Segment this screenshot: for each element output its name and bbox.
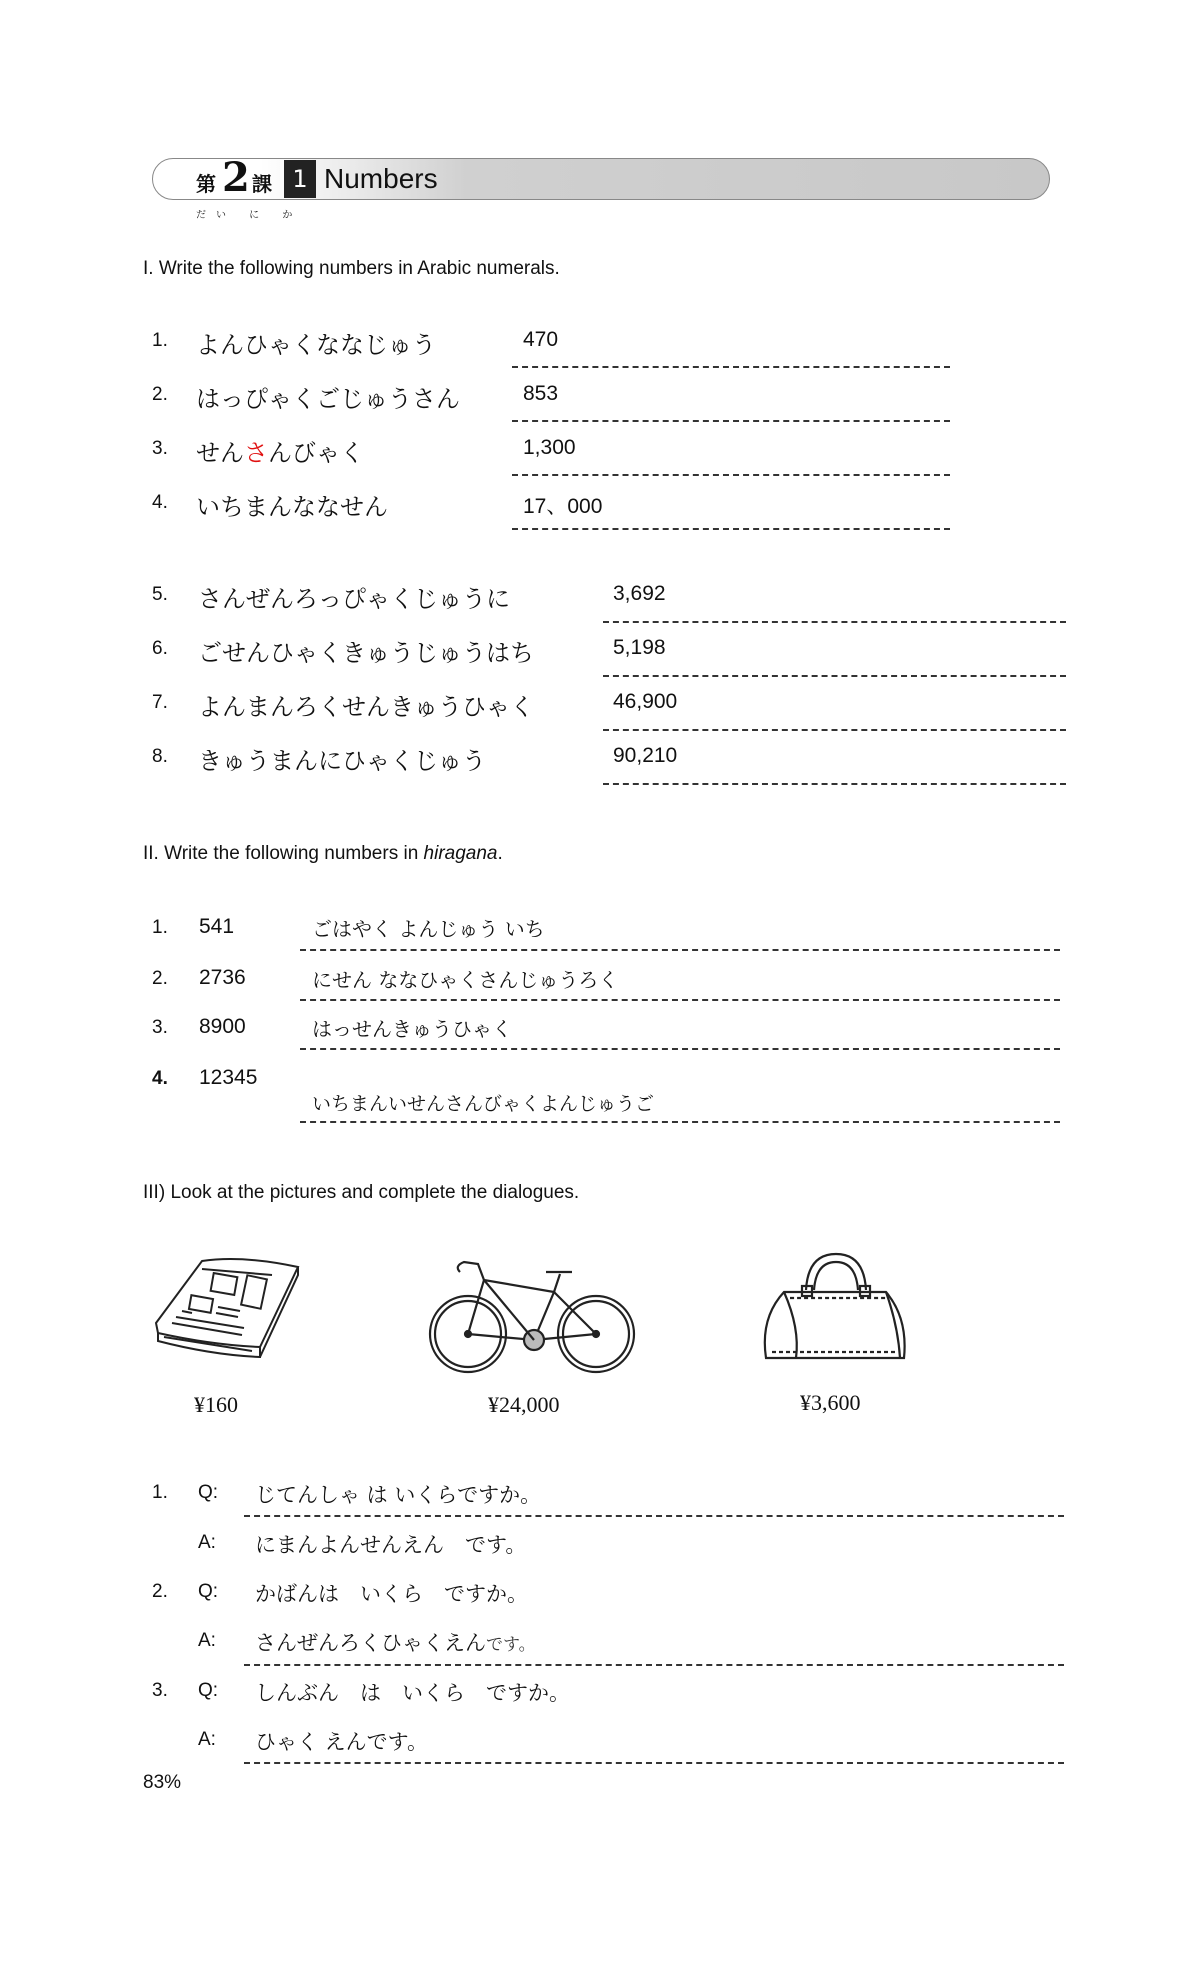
part3-instruction: III) Look at the pictures and complete the dialogues.: [143, 1182, 580, 1203]
part1-item-answer[interactable]: 90,210: [613, 744, 678, 767]
part1-item-number: 7.: [152, 692, 168, 713]
dialogue-question[interactable]: しんぶん は いくら ですか。: [255, 1681, 570, 1705]
part2-item-number: 3.: [152, 1017, 168, 1038]
a-label: A:: [198, 1532, 216, 1553]
newspaper-price: ¥160: [194, 1392, 238, 1417]
bicycle-icon: [424, 1252, 640, 1378]
lesson-ruby: だい に か: [196, 210, 303, 221]
answer-line: [512, 528, 950, 530]
dialogue-answer[interactable]: ひゃく えんです。: [255, 1730, 428, 1754]
page-title: Numbers: [324, 163, 438, 194]
dialogue-question[interactable]: じてんしゃ は いくらですか。: [255, 1483, 542, 1507]
instruction-emphasis: hiragana: [423, 843, 498, 864]
part1-item-kana: きゅうまんにひゃくじゅう: [198, 747, 486, 775]
part1-item-answer[interactable]: 853: [523, 382, 559, 405]
answer-line: [244, 1515, 1064, 1517]
answer-line: [603, 783, 1066, 785]
section-number-badge: 1: [284, 160, 316, 198]
part1-item-kana: はっぴゃくごじゅうさん: [196, 385, 460, 413]
part2-item-answer[interactable]: いちまんいせんさんびゃくよんじゅうご: [312, 1093, 655, 1115]
instruction-text: II. Write the following numbers in: [143, 843, 424, 864]
part1-item-answer[interactable]: 3,692: [613, 582, 666, 605]
part1-item-number: 2.: [152, 384, 168, 405]
dialogue-answer[interactable]: にまんよんせんえん です。: [255, 1533, 527, 1557]
bag-icon: [756, 1248, 912, 1368]
lesson-prefix: 第: [196, 172, 216, 196]
answer-line: [244, 1762, 1064, 1764]
q-label: Q:: [198, 1680, 219, 1701]
part1-item-number: 3.: [152, 438, 168, 459]
instruction-text: .: [497, 843, 503, 864]
part1-item-kana: よんまんろくせんきゅうひゃく: [198, 693, 534, 721]
lesson-suffix: 課: [252, 172, 272, 196]
answer-line: [512, 420, 950, 422]
part2-instruction: [143, 843, 503, 865]
part2-item-value: 8900: [199, 1015, 246, 1038]
lesson-header-banner: [152, 154, 1050, 221]
q-label: Q:: [198, 1581, 219, 1602]
part1-item-answer[interactable]: 5,198: [613, 636, 666, 659]
part1-item-number: 5.: [152, 584, 168, 605]
answer-line: [244, 1664, 1064, 1666]
dialogue-number: 2.: [152, 1581, 168, 1602]
part2-item-number: 4.: [152, 1068, 168, 1089]
q-label: Q:: [198, 1482, 219, 1503]
part1-item-number: 8.: [152, 746, 168, 767]
dialogue-number: 3.: [152, 1680, 168, 1701]
kana-highlight: さ: [244, 439, 268, 467]
newspaper-icon: [152, 1253, 304, 1363]
part1-item-number: 6.: [152, 638, 168, 659]
part1-item-answer[interactable]: 17、000: [523, 495, 603, 518]
answer-line: [603, 621, 1066, 623]
score-text: 83%: [143, 1772, 182, 1793]
answer-line: [300, 999, 1060, 1001]
answer-line: [603, 675, 1066, 677]
part2-item-number: 2.: [152, 968, 168, 989]
answer-line: [300, 949, 1060, 951]
part2-item-number: 1.: [152, 917, 168, 938]
answer-text: さんぜんろくひゃくえん: [255, 1631, 486, 1655]
part1-item-kana: いちまんななせん: [196, 493, 388, 521]
answer-line: [300, 1121, 1060, 1123]
dialogue-question[interactable]: かばんは いくら ですか。: [255, 1582, 528, 1606]
bag-price: ¥3,600: [800, 1390, 861, 1415]
part1-item-number: 4.: [152, 492, 168, 513]
part1-item-number: 1.: [152, 330, 168, 351]
part1-item-answer[interactable]: 470: [523, 328, 559, 351]
part2-item-value: 2736: [199, 966, 246, 989]
part2-item-value: 12345: [199, 1066, 258, 1089]
bicycle-price: ¥24,000: [488, 1392, 560, 1417]
dialogue-number: 1.: [152, 1482, 168, 1503]
a-label: A:: [198, 1729, 216, 1750]
part2-item-answer[interactable]: にせん ななひゃくさんじゅうろく: [312, 968, 619, 992]
part1-item-kana: ごせんひゃくきゅうじゅうはち: [198, 639, 534, 667]
part1-item-kana: さんぜんろっぴゃくじゅうに: [198, 585, 510, 613]
answer-line: [512, 366, 950, 368]
part2-item-value: 541: [199, 915, 235, 938]
part1-item-answer[interactable]: 1,300: [523, 436, 576, 459]
a-label: A:: [198, 1630, 216, 1651]
part2-item-answer[interactable]: ごはやく よんじゅう いち: [312, 917, 545, 941]
part1-item-kana: [196, 433, 364, 468]
answer-line: [512, 474, 950, 476]
dialogue-answer[interactable]: [255, 1627, 536, 1657]
lesson-number: 2: [222, 154, 250, 201]
part1-item-kana: よんひゃくななじゅう: [196, 331, 436, 359]
part1-instruction: I. Write the following numbers in Arabic numerals.: [143, 258, 560, 279]
part1-item-answer[interactable]: 46,900: [613, 690, 678, 713]
answer-line: [300, 1048, 1060, 1050]
answer-tail: です。: [486, 1635, 536, 1655]
kana-segment: んびゃく: [268, 439, 364, 467]
answer-line: [603, 729, 1066, 731]
part2-item-answer[interactable]: はっせんきゅうひゃく: [312, 1017, 512, 1041]
kana-segment: せん: [196, 439, 244, 467]
